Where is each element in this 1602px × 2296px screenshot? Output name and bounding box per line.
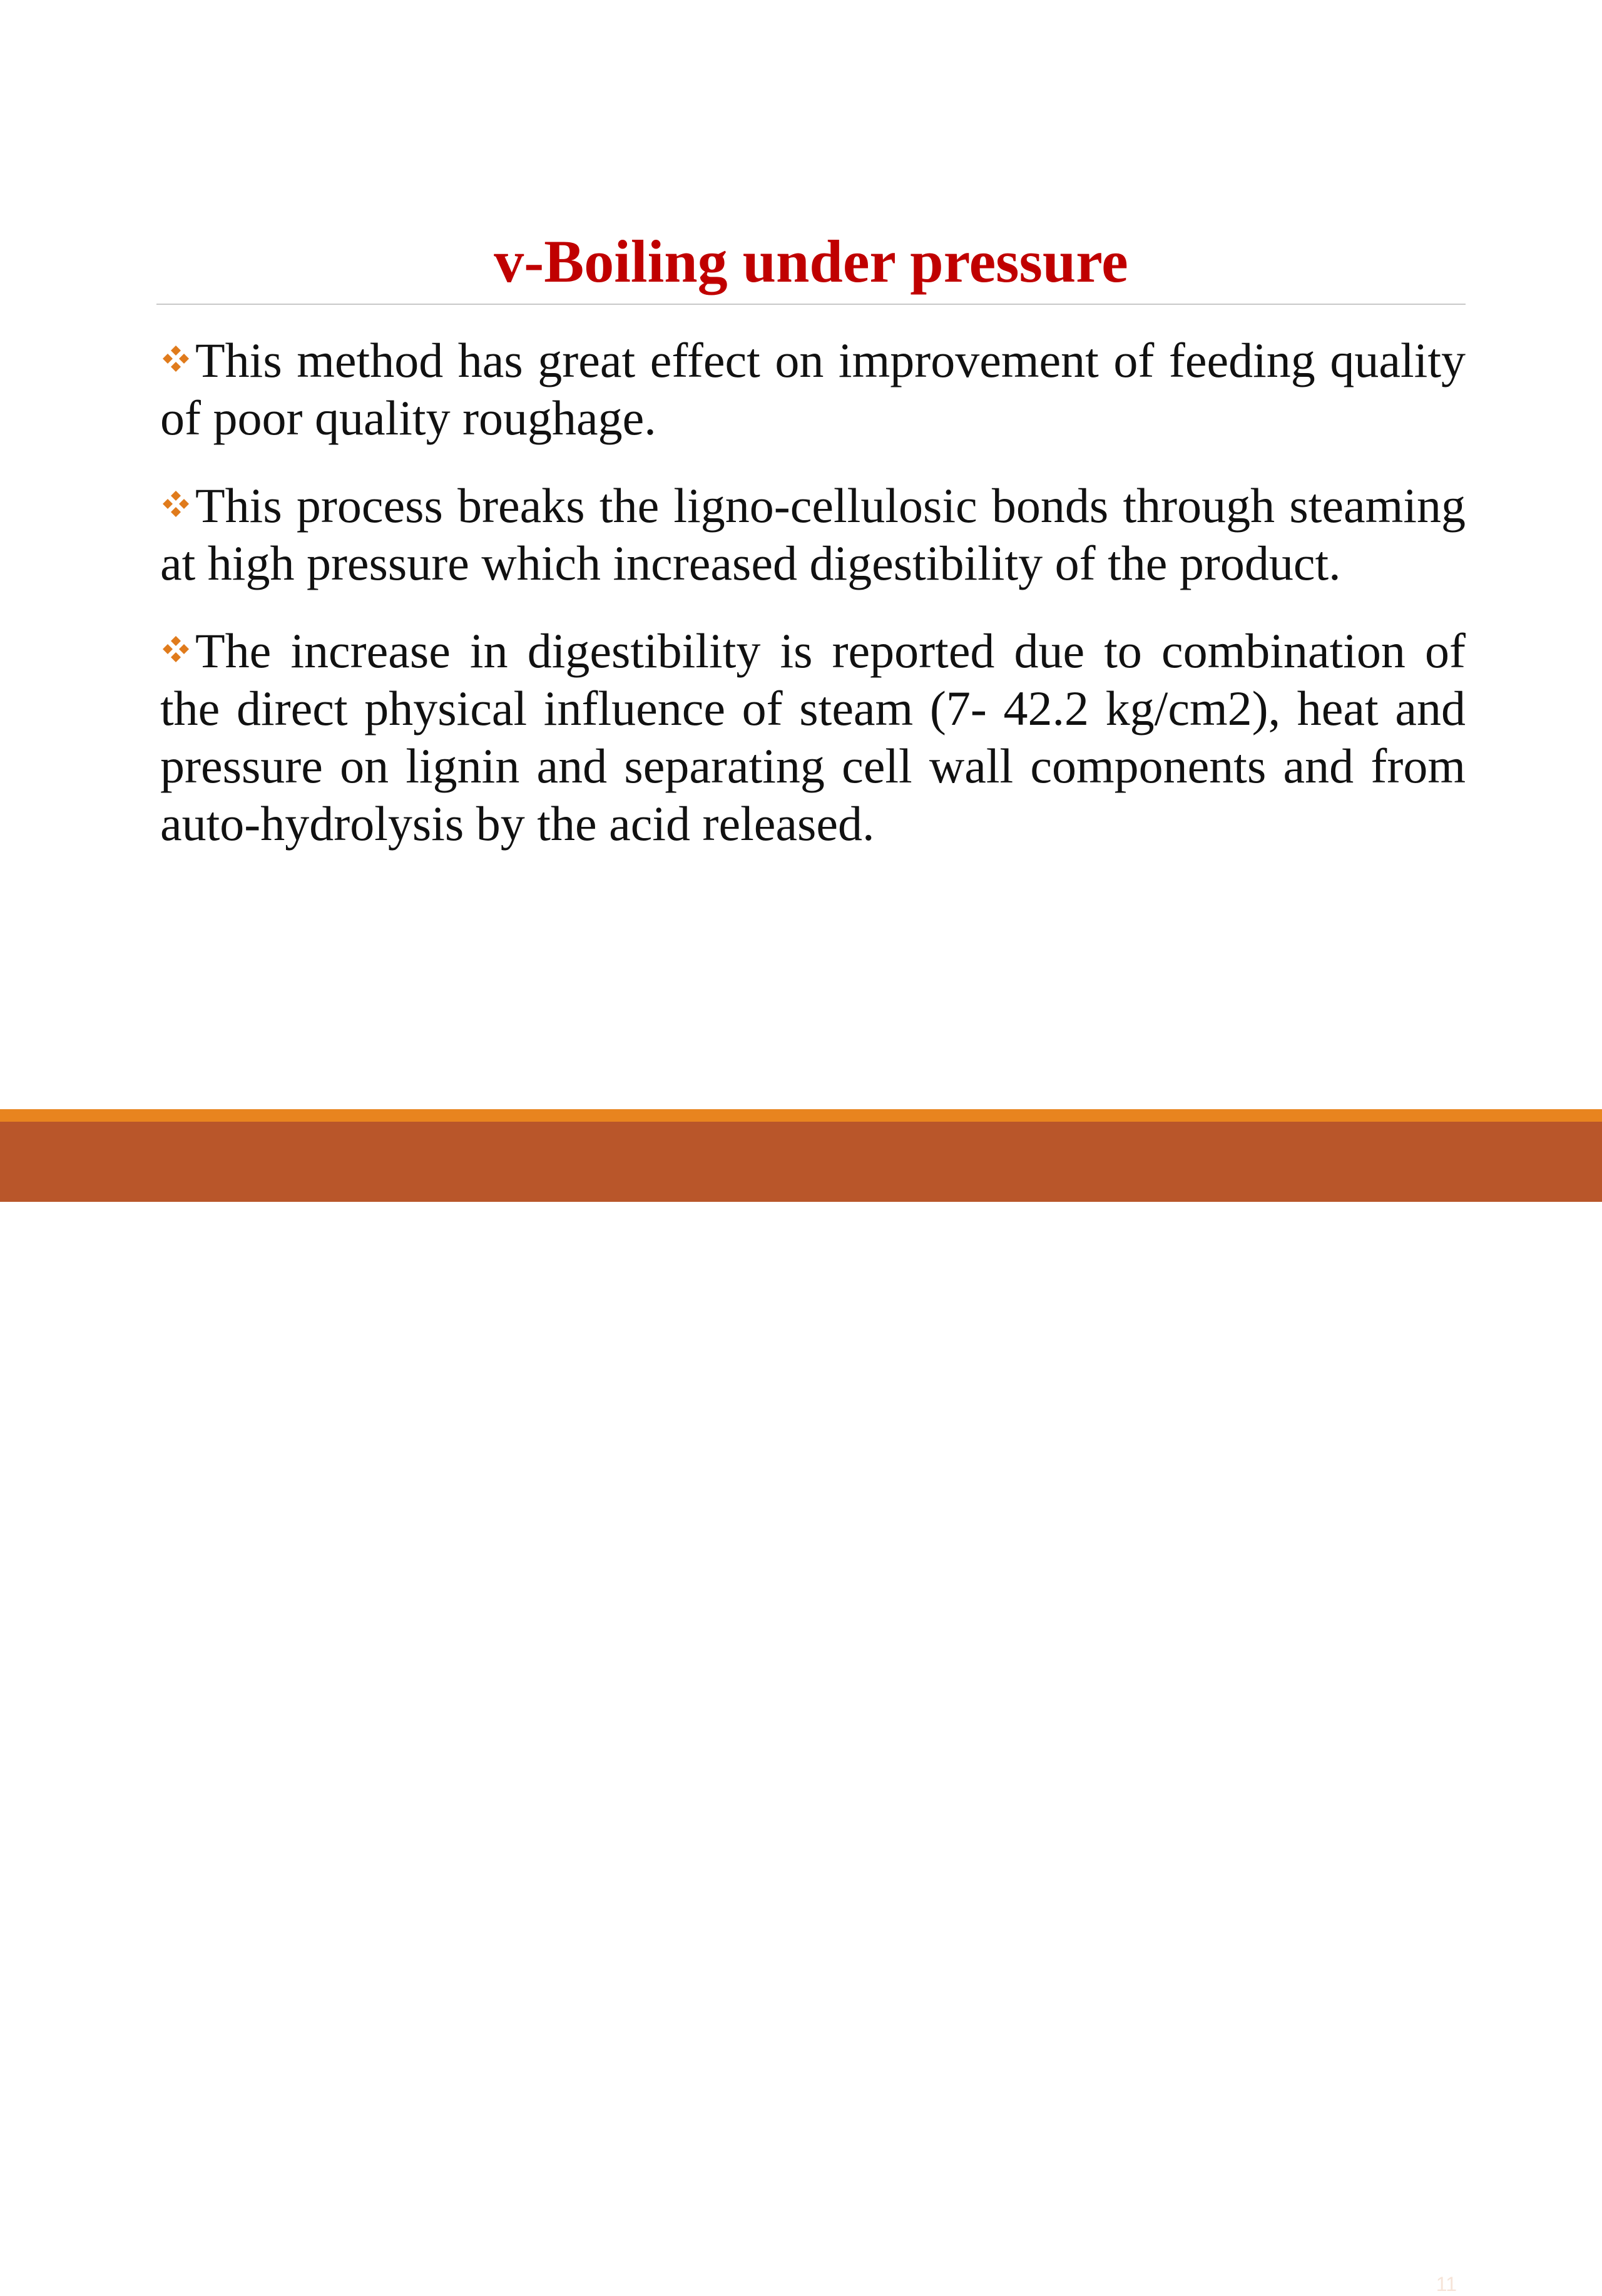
page-number: 11 <box>1436 2273 1457 2295</box>
bullet-text: This method has great effect on improvement of feeding quality of poor quality roughage. <box>160 333 1466 445</box>
slide-body <box>150 332 1466 883</box>
slide-title: v-Boiling under pressure <box>494 228 1128 295</box>
bullet-paragraph <box>150 622 1466 853</box>
bullet-paragraph <box>150 477 1466 592</box>
four-diamond-bullet-icon <box>160 488 191 520</box>
four-diamond-bullet-icon <box>160 343 191 374</box>
bullet-text: This process breaks the ligno-cellulosic bonds through steaming at high pressure which increased digestibility of the product. <box>160 478 1466 590</box>
footer-bar <box>0 1122 1602 2295</box>
bullet-text: The increase in digestibility is reported due to combination of the direct physical influence of steam (7- 42.2 kg/cm2), heat and pressure on lignin and separating cell wall components and from auto-hydrolysis by the acid released. <box>160 623 1466 851</box>
footer-accent-bar <box>0 1109 1602 1122</box>
bullet-paragraph <box>150 332 1466 447</box>
four-diamond-bullet-icon <box>160 633 191 665</box>
title-divider <box>156 304 1466 305</box>
